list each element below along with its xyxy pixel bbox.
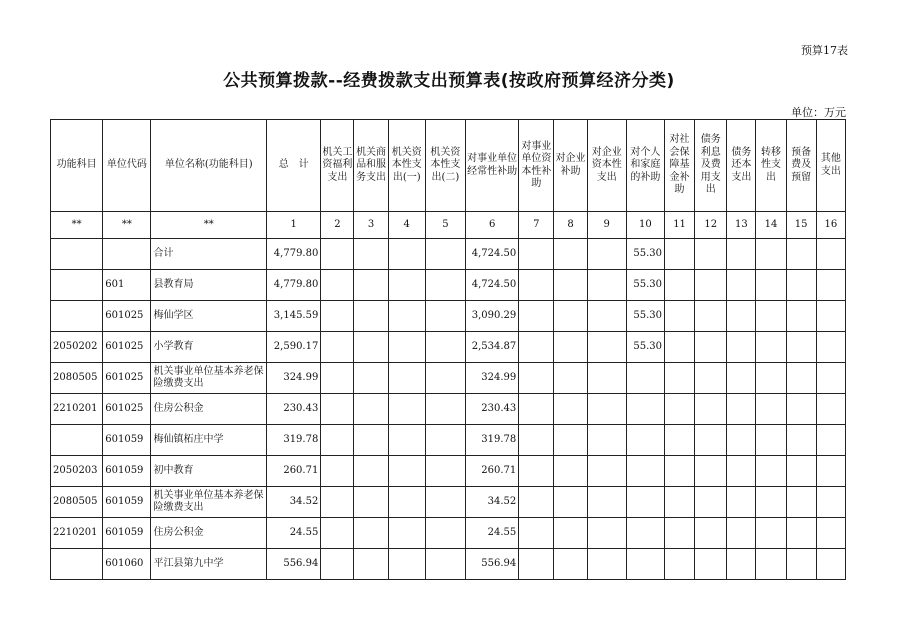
cell [425,456,465,487]
cell [756,425,786,456]
cell [388,487,425,518]
cell [664,301,694,332]
unit-name-cell: 平江县第九中学 [151,549,267,580]
total-cell: 556.94 [267,549,321,580]
unit-code-cell: 601025 [103,301,151,332]
cell [519,549,554,580]
household-subsidy-cell [626,425,664,456]
table-row [51,363,846,394]
unit-code-cell [103,239,151,270]
column-header: 对个人和家庭的补助 [626,120,664,212]
unit-name-cell: 合计 [151,239,267,270]
total-cell: 230.43 [267,394,321,425]
unit-code-cell: 601025 [103,332,151,363]
cell [786,518,816,549]
institution-subsidy-cell: 2,534.87 [466,332,519,363]
column-index: 10 [626,212,664,239]
cell [519,487,554,518]
cell [388,518,425,549]
cell [695,363,727,394]
cell [519,270,554,301]
function-code-cell: 2210201 [51,394,103,425]
column-index: 14 [756,212,786,239]
cell [786,301,816,332]
cell [321,332,354,363]
cell [388,394,425,425]
cell [554,363,587,394]
household-subsidy-cell: 55.30 [626,270,664,301]
index-row [51,212,846,239]
cell [664,487,694,518]
column-index: 8 [554,212,587,239]
column-index: 5 [425,212,465,239]
total-cell: 4,779.80 [267,270,321,301]
function-code-cell: 2050202 [51,332,103,363]
cell [786,363,816,394]
function-code-cell [51,239,103,270]
column-index: 1 [267,212,321,239]
cell [816,425,845,456]
unit-name-cell: 初中教育 [151,456,267,487]
cell [756,363,786,394]
cell [388,363,425,394]
cell [664,363,694,394]
cell [756,549,786,580]
function-code-cell [51,301,103,332]
table-row [51,301,846,332]
cell [786,425,816,456]
column-header: 其他支出 [816,120,845,212]
cell [519,301,554,332]
cell [321,456,354,487]
column-index: 13 [727,212,756,239]
institution-subsidy-cell: 556.94 [466,549,519,580]
cell [321,518,354,549]
cell [519,239,554,270]
cell [354,332,388,363]
cell [354,270,388,301]
table-row [51,549,846,580]
cell [695,425,727,456]
cell [664,239,694,270]
cell [519,394,554,425]
cell [587,456,626,487]
institution-subsidy-cell: 4,724.50 [466,270,519,301]
column-header: 单位代码 [103,120,151,212]
cell [388,239,425,270]
household-subsidy-cell [626,549,664,580]
unit-code-cell: 601059 [103,518,151,549]
column-header: 功能科目 [51,120,103,212]
cell [587,549,626,580]
total-cell: 260.71 [267,456,321,487]
column-header: 预备费及预留 [786,120,816,212]
cell [727,394,756,425]
table-row [51,518,846,549]
cell [756,301,786,332]
cell [554,549,587,580]
cell [425,332,465,363]
total-cell: 324.99 [267,363,321,394]
function-code-cell [51,425,103,456]
table-row [51,394,846,425]
cell [388,549,425,580]
unit-name-cell: 住房公积金 [151,394,267,425]
cell [554,518,587,549]
cell [727,518,756,549]
cell [388,425,425,456]
cell [321,239,354,270]
unit-code-cell: 601059 [103,425,151,456]
cell [354,239,388,270]
cell [816,301,845,332]
cell [354,487,388,518]
cell [554,239,587,270]
institution-subsidy-cell: 319.78 [466,425,519,456]
cell [786,332,816,363]
cell [587,301,626,332]
unit-name-cell: 梅仙镇柘庄中学 [151,425,267,456]
cell [816,456,845,487]
cell [695,456,727,487]
cell [695,549,727,580]
cell [425,270,465,301]
column-header: 机关资本性支出(一) [388,120,425,212]
table-row [51,270,846,301]
column-index: ** [51,212,103,239]
cell [321,425,354,456]
table-row [51,487,846,518]
cell [587,239,626,270]
cell [587,425,626,456]
unit-code-cell: 601060 [103,549,151,580]
column-header: 单位名称(功能科目) [151,120,267,212]
cell [727,456,756,487]
function-code-cell: 2080505 [51,363,103,394]
column-header: 对企业补助 [554,120,587,212]
column-header: 对事业单位资本性补助 [519,120,554,212]
cell [816,487,845,518]
column-index: 7 [519,212,554,239]
table-row [51,425,846,456]
cell [354,363,388,394]
cell [554,394,587,425]
institution-subsidy-cell: 24.55 [466,518,519,549]
cell [321,363,354,394]
cell [664,332,694,363]
column-header: 债务利息及费用支出 [695,120,727,212]
column-index: 3 [354,212,388,239]
institution-subsidy-cell: 260.71 [466,456,519,487]
cell [321,301,354,332]
cell [816,270,845,301]
cell [727,363,756,394]
column-index: ** [103,212,151,239]
household-subsidy-cell [626,518,664,549]
function-code-cell: 2050203 [51,456,103,487]
cell [354,549,388,580]
cell [695,518,727,549]
cell [388,456,425,487]
cell [425,549,465,580]
column-index: 6 [466,212,519,239]
cell [587,518,626,549]
cell [756,518,786,549]
household-subsidy-cell [626,487,664,518]
column-index: 4 [388,212,425,239]
cell [756,239,786,270]
cell [519,518,554,549]
function-code-cell [51,549,103,580]
cell [587,270,626,301]
cell [664,425,694,456]
cell [388,301,425,332]
household-subsidy-cell [626,456,664,487]
unit-code-cell: 601025 [103,394,151,425]
function-code-cell: 2080505 [51,487,103,518]
column-index: 16 [816,212,845,239]
cell [425,239,465,270]
column-header: 机关工资福利支出 [321,120,354,212]
cell [816,332,845,363]
cell [816,518,845,549]
cell [727,239,756,270]
institution-subsidy-cell: 230.43 [466,394,519,425]
cell [425,487,465,518]
institution-subsidy-cell: 34.52 [466,487,519,518]
cell [664,518,694,549]
unit-name-cell: 小学教育 [151,332,267,363]
household-subsidy-cell: 55.30 [626,332,664,363]
cell [425,301,465,332]
cell [425,363,465,394]
cell [756,270,786,301]
household-subsidy-cell [626,394,664,425]
total-cell: 24.55 [267,518,321,549]
cell [695,301,727,332]
unit-code-cell: 601059 [103,487,151,518]
cell [727,425,756,456]
cell [664,549,694,580]
cell [695,332,727,363]
cell [321,270,354,301]
function-code-cell: 2210201 [51,518,103,549]
institution-subsidy-cell: 4,724.50 [466,239,519,270]
page-title: 公共预算拨款--经费拨款支出预算表(按政府预算经济分类) [223,71,675,91]
cell [388,332,425,363]
cell [664,394,694,425]
cell [321,487,354,518]
header-row [51,120,846,212]
cell [816,239,845,270]
column-header: 总 计 [267,120,321,212]
table-row [51,332,846,363]
cell [695,487,727,518]
cell [554,301,587,332]
cell [519,332,554,363]
cell [695,394,727,425]
cell [756,487,786,518]
household-subsidy-cell [626,363,664,394]
cell [354,456,388,487]
cell [554,425,587,456]
cell [816,549,845,580]
cell [786,239,816,270]
cell [786,394,816,425]
cell [519,363,554,394]
cell [816,394,845,425]
cell [587,487,626,518]
cell [554,456,587,487]
column-header: 对企业资本性支出 [587,120,626,212]
total-cell: 319.78 [267,425,321,456]
unit-name-cell: 机关事业单位基本养老保险缴费支出 [151,487,267,518]
cell [756,456,786,487]
cell [354,394,388,425]
institution-subsidy-cell: 324.99 [466,363,519,394]
cell [425,394,465,425]
cell [695,239,727,270]
cell [664,270,694,301]
cell [425,518,465,549]
household-subsidy-cell: 55.30 [626,301,664,332]
unit-name-cell: 县教育局 [151,270,267,301]
column-index: 2 [321,212,354,239]
unit-name-cell: 梅仙学区 [151,301,267,332]
column-index: 12 [695,212,727,239]
column-header: 机关资本性支出(二) [425,120,465,212]
cell [816,363,845,394]
cell [786,456,816,487]
table-row [51,239,846,270]
column-header: 对社会保障基金补助 [664,120,694,212]
unit-code-cell: 601059 [103,456,151,487]
cell [727,301,756,332]
cell [727,332,756,363]
cell [786,549,816,580]
cell [587,394,626,425]
column-header: 机关商品和服务支出 [354,120,388,212]
cell [727,270,756,301]
cell [587,332,626,363]
cell [354,518,388,549]
cell [425,425,465,456]
cell [354,425,388,456]
unit-name-cell: 住房公积金 [151,518,267,549]
unit-code-cell: 601 [103,270,151,301]
column-index: 9 [587,212,626,239]
cell [786,487,816,518]
cell [727,487,756,518]
total-cell: 34.52 [267,487,321,518]
column-index: 15 [786,212,816,239]
cell [664,456,694,487]
total-cell: 4,779.80 [267,239,321,270]
cell [321,394,354,425]
cell [756,394,786,425]
cell [554,487,587,518]
form-tag: 预算17表 [801,44,848,57]
budget-table [50,119,846,580]
column-index: ** [151,212,267,239]
cell [756,332,786,363]
unit-code-cell: 601025 [103,363,151,394]
column-header: 债务还本支出 [727,120,756,212]
cell [519,456,554,487]
institution-subsidy-cell: 3,090.29 [466,301,519,332]
cell [554,270,587,301]
cell [587,363,626,394]
column-index: 11 [664,212,694,239]
column-header: 对事业单位经常性补助 [466,120,519,212]
household-subsidy-cell: 55.30 [626,239,664,270]
unit-name-cell: 机关事业单位基本养老保险缴费支出 [151,363,267,394]
cell [786,270,816,301]
total-cell: 2,590.17 [267,332,321,363]
function-code-cell [51,270,103,301]
unit-label: 单位：万元 [791,106,846,119]
cell [727,549,756,580]
table-row [51,456,846,487]
total-cell: 3,145.59 [267,301,321,332]
cell [321,549,354,580]
column-header: 转移性支出 [756,120,786,212]
cell [519,425,554,456]
cell [354,301,388,332]
cell [695,270,727,301]
cell [554,332,587,363]
cell [388,270,425,301]
